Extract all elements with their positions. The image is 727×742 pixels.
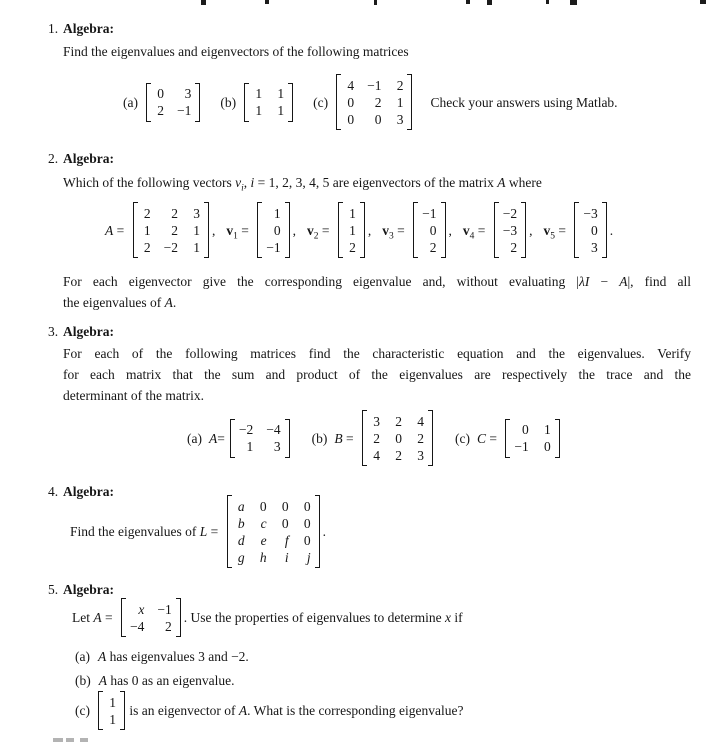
item-label: (a) [187,430,202,446]
sentence-period: . [322,524,326,539]
problem-number: 5. [48,582,59,597]
problem-5 [48,581,696,730]
clipped-glyph [80,738,88,742]
matrix: 0 3 2 −1 [146,83,200,122]
problem-title: Algebra: [63,324,114,339]
item-label: (a) [123,94,138,110]
matrix: 0 1 −1 0 [505,419,559,458]
problem-title: Algebra: [63,582,114,597]
matrix: 4 −1 2 0 2 1 0 0 3 [336,74,412,130]
item-text: A has eigenvalues 3 and −2. [97,649,249,664]
intro-line-1: For each of the following matrices find the characteristic equation and the eigenvalues. Verify [63,346,691,361]
matrix-A: x −1 −4 2 [121,598,181,637]
vector-v5-term [544,202,614,258]
list-item-a [75,647,696,667]
problem-heading [48,150,696,168]
math-row [105,202,696,258]
clipped-glyph [66,738,74,742]
problem-3 [48,323,696,466]
eigenvector: 1 1 [98,691,125,730]
list-item-c [75,691,696,730]
problem-4 [48,483,696,568]
item-text: A has 0 as an eigenvalue. [98,673,235,688]
outro-line-2: the eigenvalues of A. [63,295,177,310]
matlab-note: Check your answers using Matlab. [430,94,618,110]
math-row [72,598,696,637]
clipped-glyph [53,738,63,742]
term-lhs: A = [105,222,128,238]
matrix-L: a 0 0 0 b c 0 0 d e f 0 g h i j [227,495,320,568]
intro-line-2: for each matrix that the sum and product of the eigenvalues are respectively the trace and the [63,367,691,382]
matrix-item-a [123,83,201,122]
clipped-glyph [570,0,577,5]
matrix: 1 0 −1 [257,202,289,258]
problem-title: Algebra: [63,484,114,499]
matrix-item-b [312,410,434,466]
math-row [70,495,696,568]
item-label: (b) [311,430,328,446]
problem-heading [48,323,696,341]
term-lhs: $v_2$ = [307,222,333,242]
problem-intro: Find the eigenvalues and eigenvectors of the following matrices [63,44,409,59]
matrix: −2 −4 1 3 [230,419,290,458]
clipped-glyph [466,0,470,4]
vector-v4-term [463,202,533,258]
clipped-glyph [265,0,269,4]
math-row [123,74,696,130]
item-label: (c) [75,703,90,718]
clipped-glyph [374,0,377,5]
problem-number: 3. [48,324,59,339]
math-row [187,410,696,466]
problem-number: 4. [48,484,59,499]
item-label: (b) [75,673,91,688]
problem-title: Algebra: [63,151,114,166]
problem-intro [63,343,696,406]
clipped-glyph [700,0,706,4]
vector-v1-term [226,202,296,258]
item-label: (c) [454,430,470,446]
problem-title: Algebra: [63,21,114,36]
matrix: 3 2 4 2 0 2 4 2 3 [362,410,433,466]
problem-1 [48,20,696,130]
clipped-glyph [546,0,549,4]
matrix-A-term [105,202,215,258]
term-lhs: $v_5$ = [543,222,570,242]
term-lhs: $v_1$ = [226,222,253,242]
problem-outro [63,271,696,313]
term-lhs: $v_4$ = [462,222,489,242]
problem-2 [48,150,696,313]
matrix: 2 2 3 1 2 1 2 −2 1 [133,202,209,258]
item-label: (a) [75,649,90,664]
problem-heading [48,20,696,38]
term-lhs: C = [476,430,501,446]
matrix: 1 1 1 1 [244,83,293,122]
item-label: (b) [220,94,237,110]
matrix-item-c [313,74,413,130]
clipped-glyph [201,0,206,5]
clipped-glyph [487,0,492,5]
outro-line-1: For each eigenvector give the corresponding eigenvalue and, without evaluating |λI − A|, find all [63,274,691,289]
term-lhs: $v_3$ = [382,222,409,242]
matrix: 1 1 2 [338,202,365,258]
intro-tail: . Use the properties of eigenvalues to determine x if [183,610,463,625]
separator: , [529,222,533,238]
separator: , [292,222,296,238]
matrix: −2 −3 2 [494,202,526,258]
matrix: −3 0 3 [574,202,606,258]
separator: . [609,222,614,238]
term-lhs: B = [334,430,357,446]
vector-v3-term [382,202,452,258]
list-item-b [75,671,696,691]
matrix-item-a [187,419,291,458]
problem-number: 1. [48,21,59,36]
item-label: (c) [313,94,329,110]
intro-text: Find the eigenvalues of L = [70,524,222,539]
problem-heading [48,581,696,598]
item-text: is an eigenvector of A. What is the corresponding eigenvalue? [125,703,464,718]
problem-number: 2. [48,151,59,166]
term-lhs: A= [208,430,225,446]
intro-lead: Let A = [72,610,116,625]
problem-intro: Which of the following vectors $v_i$, i = 1, 2, 3, 4, 5 are eigenvectors of the matrix A where [63,175,542,194]
separator: , [448,222,452,238]
matrix-item-c [455,419,561,458]
separator: , [212,222,216,238]
matrix-item-b [220,83,294,122]
separator: , [367,222,372,238]
intro-line-3: determinant of the matrix. [63,388,204,403]
matrix: −1 0 2 [413,202,445,258]
vector-v2-term [307,202,371,258]
